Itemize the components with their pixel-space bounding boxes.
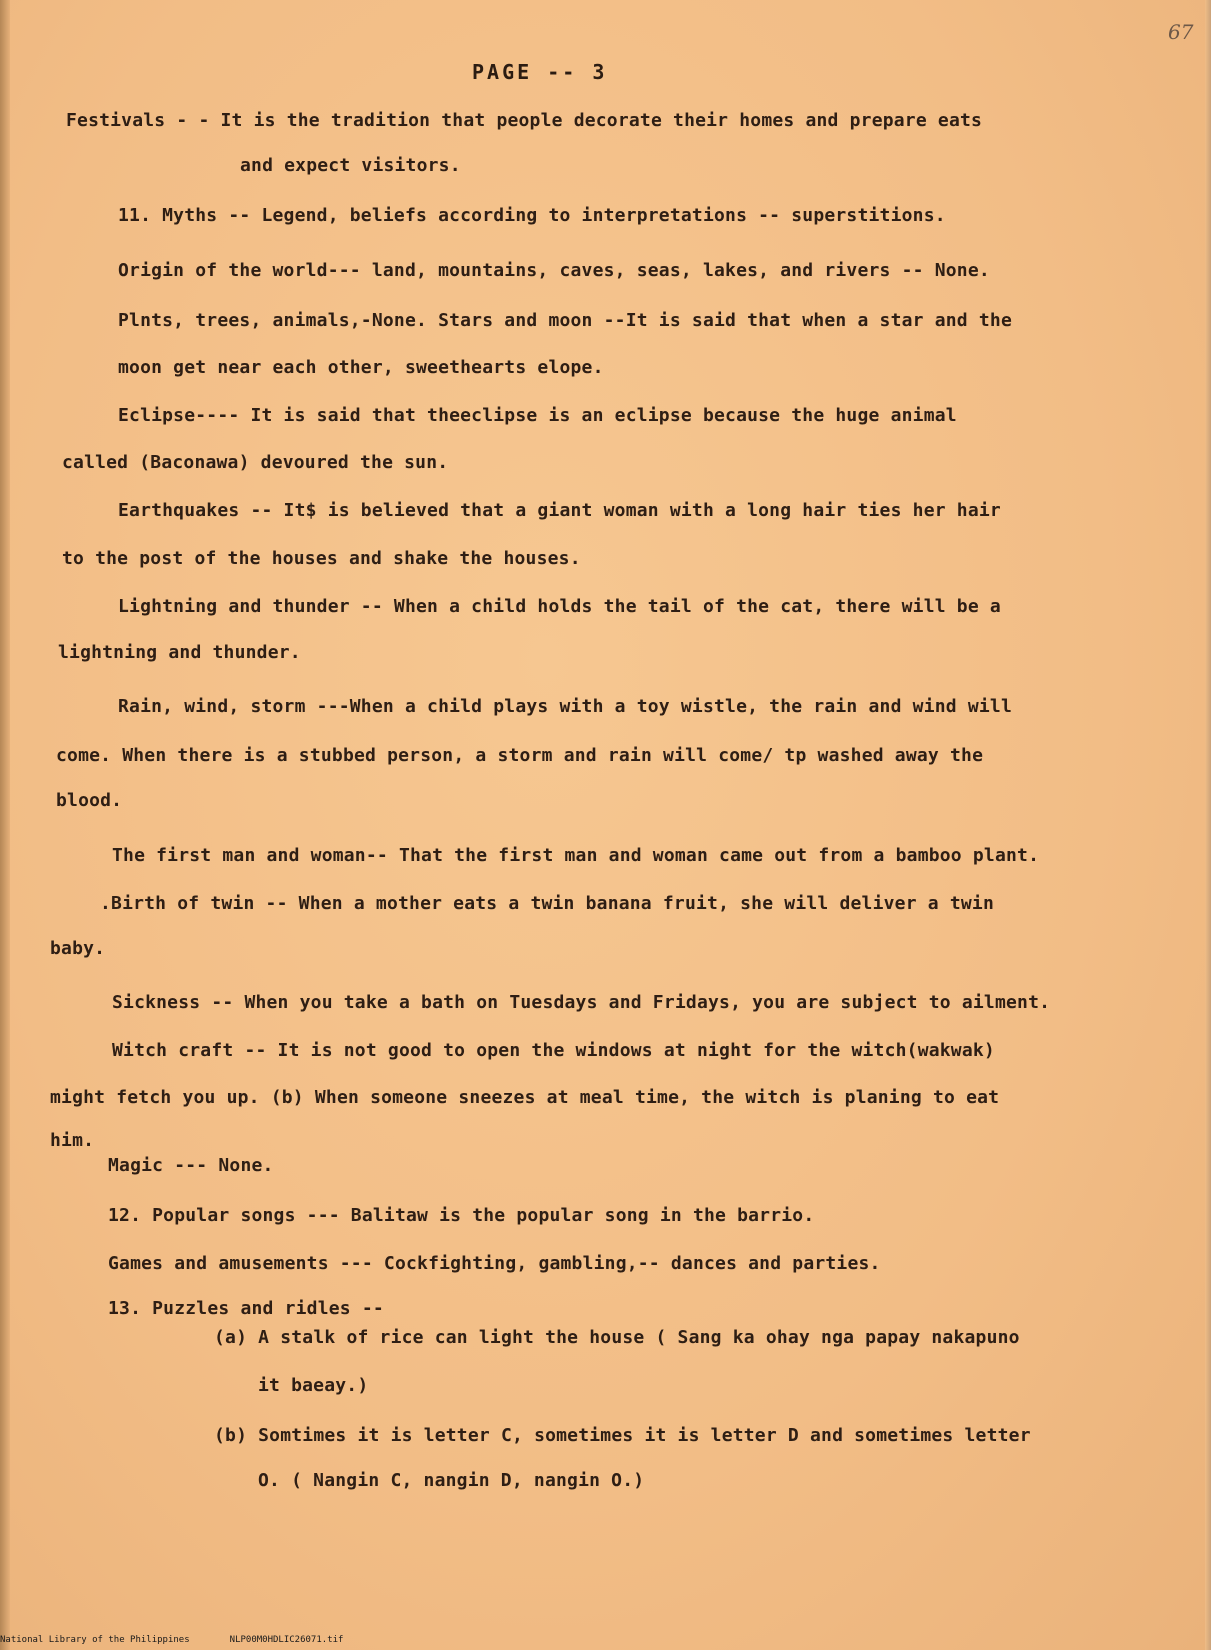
handwritten-page-number: 67 <box>1168 20 1194 44</box>
text-line-magic: Magic --- None. <box>108 1155 274 1176</box>
text-line-lightning-cont: lightning and thunder. <box>58 642 301 663</box>
text-line-puzzle-b: (b) Somtimes it is letter C, sometimes it is letter D and sometimes letter <box>214 1425 1031 1446</box>
text-line-rain: Rain, wind, storm ---When a child plays with a toy wistle, the rain and wind will <box>118 696 1012 717</box>
text-line-plants: Plnts, trees, animals,-None. Stars and moon --It is said that when a star and the <box>118 310 1012 331</box>
page-spine-shadow <box>0 0 10 1650</box>
footer-file: NLP00M0HDLIC26071.tif <box>229 1635 344 1645</box>
text-line-witch-cont: might fetch you up. (b) When someone sneezes at meal time, the witch is planing to eat <box>50 1087 1000 1108</box>
text-line-myths: 11. Myths -- Legend, beliefs according to interpretations -- superstitions. <box>118 205 946 226</box>
text-line-plants-cont: moon get near each other, sweethearts elope. <box>118 357 604 378</box>
text-line-rain-cont: come. When there is a stubbed person, a storm and rain will come/ tp washed away the <box>56 745 984 766</box>
text-line-puzzles: 13. Puzzles and ridles -- <box>108 1298 384 1319</box>
text-line-festivals: Festivals - - It is the tradition that people decorate their homes and prepare eats <box>66 110 983 131</box>
text-line-rain-cont-2: blood. <box>56 790 123 811</box>
text-line-earthquakes-cont: to the post of the houses and shake the houses. <box>62 548 581 569</box>
text-line-origin: Origin of the world--- land, mountains, caves, seas, lakes, and rivers -- None. <box>118 260 990 281</box>
scan-footer <box>0 1635 383 1645</box>
text-line-twin: .Birth of twin -- When a mother eats a twin banana fruit, she will deliver a twin <box>100 893 994 914</box>
text-line-games: Games and amusements --- Cockfighting, gambling,-- dances and parties. <box>108 1253 881 1274</box>
text-line-festivals-cont: and expect visitors. <box>240 155 461 176</box>
footer-library: National Library of the Philippines <box>0 1635 190 1645</box>
text-line-puzzle-a-cont: it baeay.) <box>258 1375 369 1396</box>
text-line-songs: 12. Popular songs --- Balitaw is the popular song in the barrio. <box>108 1205 815 1226</box>
text-line-first-man: The first man and woman-- That the first man and woman came out from a bamboo plant. <box>112 845 1040 866</box>
page-header: PAGE -- 3 <box>472 60 608 84</box>
page-edge-shadow <box>1205 0 1211 1650</box>
text-line-sickness: Sickness -- When you take a bath on Tuesdays and Fridays, you are subject to ailment. <box>112 992 1051 1013</box>
text-line-witch-cont-2: him. <box>50 1130 95 1151</box>
text-line-eclipse-cont: called (Baconawa) devoured the sun. <box>62 452 449 473</box>
text-line-witch: Witch craft -- It is not good to open the windows at night for the witch(wakwak) <box>112 1040 995 1061</box>
text-line-puzzle-a: (a) A stalk of rice can light the house ( Sang ka ohay nga papay nakapuno <box>214 1327 1020 1348</box>
text-line-lightning: Lightning and thunder -- When a child holds the tail of the cat, there will be a <box>118 596 1001 617</box>
text-line-puzzle-b-cont: O. ( Nangin C, nangin D, nangin O.) <box>258 1470 645 1491</box>
text-line-twin-cont: baby. <box>50 938 106 959</box>
text-line-eclipse: Eclipse---- It is said that theeclipse is an eclipse because the huge animal <box>118 405 957 426</box>
text-line-earthquakes: Earthquakes -- It$ is believed that a giant woman with a long hair ties her hair <box>118 500 1001 521</box>
